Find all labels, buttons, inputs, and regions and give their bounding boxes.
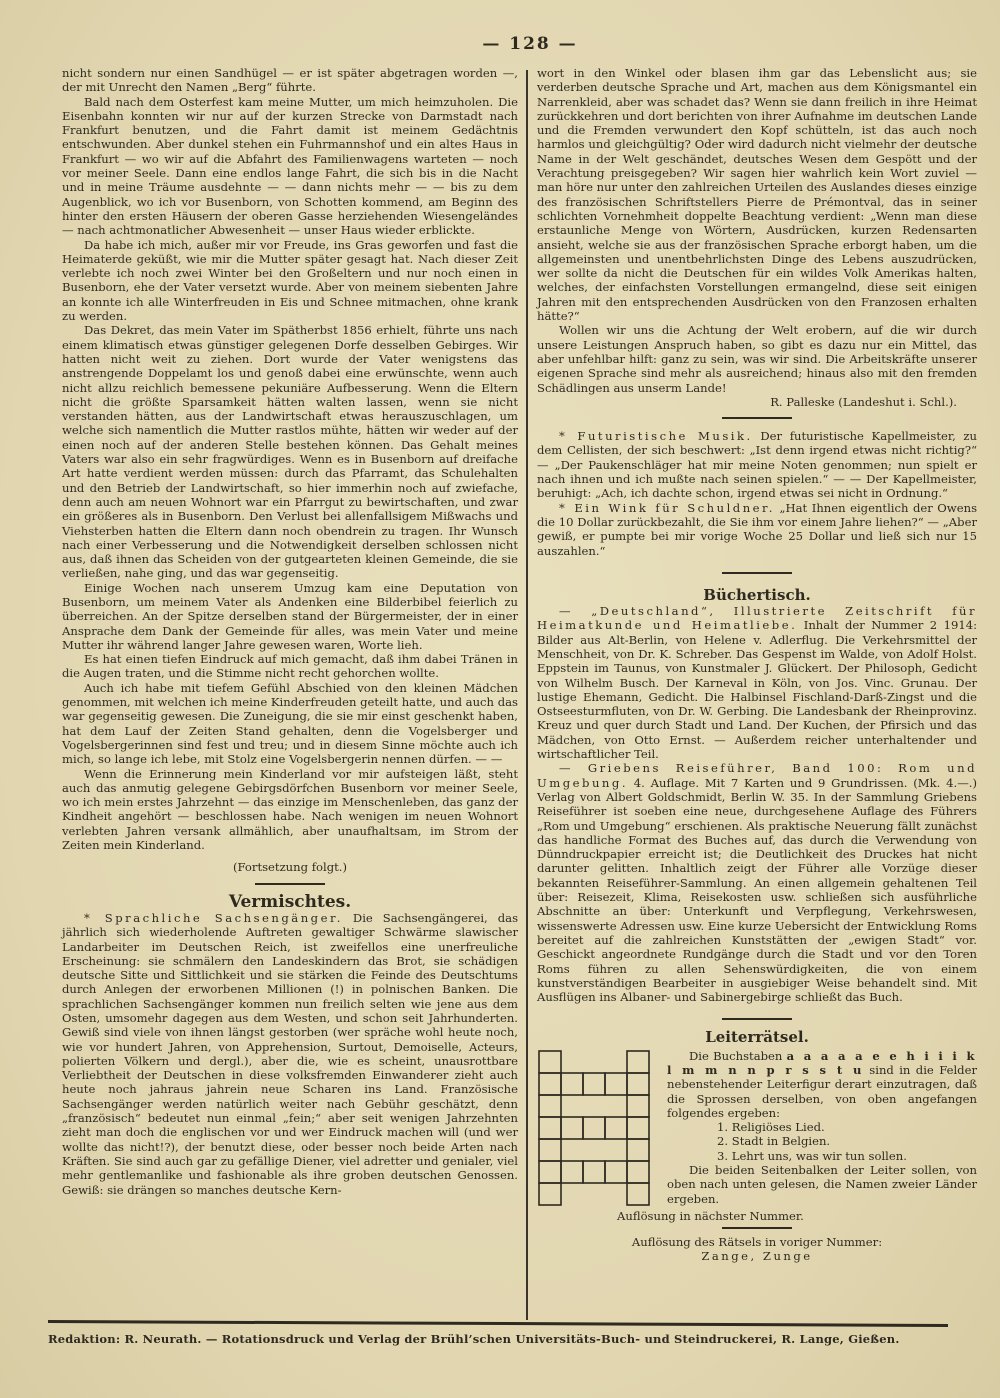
previous-solution-label: Auflösung des Rätsels in voriger Nummer: [631, 1235, 883, 1249]
ladder-cell [605, 1161, 627, 1183]
continued-note: (Fortsetzung folgt.) [232, 860, 347, 875]
ladder-cell [627, 1183, 649, 1205]
section-title-buechertisch: Büchertisch. [703, 585, 811, 604]
clue-list [667, 1120, 977, 1163]
ladder-cell [627, 1139, 649, 1161]
section-title-vermischtes: Vermischtes. [228, 891, 352, 912]
ladder-cell [627, 1161, 649, 1183]
article-paragraph: Wollen wir uns die Achtung der Welt erobern, auf die wir durch unsere Leistungen Anspruch haben, so gibt es dazu nur ein Mittel, das aber unfehlbar hilft: ganz zu sein, was wir sind. Die Arbeitskräfte unserer eigenen Sprache sind mehr als ausreichend; hinaus also mit den fremden Schädlingen aus unserm Lande! [537, 323, 977, 395]
puzzle-note: Die beiden Seitenbalken der Leiter sollen, von oben nach unten gelesen, die Namen zweier Länder ergeben. [667, 1163, 977, 1206]
page-number: — 128 — [482, 34, 578, 54]
item-lead: * Ein Wink für Schuldner. [559, 500, 775, 515]
separator-rule [255, 883, 325, 885]
ladder-cell [561, 1117, 583, 1139]
miscellany-item [62, 911, 518, 1197]
story-paragraph: Wenn die Erinnerung mein Kinderland vor mir aufsteigen läßt, steht auch das anmutig gelegene Gebirgsdörfchen Busenborn vor meiner Seele, wo ich mein erstes Jahrzehnt — das einzige im Menschenleben, das ganz der Kindheit angehört — beschlossen habe. Nach wenigen im neuen Wohnort verlebten Jahren versank allmählich, aber unaufhaltsam, im Strom der Zeiten mein Kinderland. [62, 766, 518, 853]
story-paragraph: nicht sondern nur einen Sandhügel — er ist später abgetragen worden —, der mit Unrecht den Namen „Berg“ führte. [62, 66, 518, 95]
puzzle-intro [667, 1049, 977, 1120]
ladder-cell [583, 1117, 605, 1139]
puzzle-title: Leiterrätsel. [705, 1028, 809, 1047]
ladder-cell [539, 1139, 561, 1161]
ladder-cell [539, 1051, 561, 1073]
clue: 2. Stadt in Belgien. [717, 1134, 831, 1149]
book-body: Inhalt der Nummer 2 1914: Bilder aus Alt-Berlin, von Helene v. Adlerflug. Die Verkehrsmittel der Menschheit, von Dr. K. Schreber. Das Gespenst im Walde, von Adolf Holst. Eppstein im Taunus, von Kunstmaler J. Glückert. Der Philosoph, Gedicht von Wilhelm Busch. Der Karneval in Köln, von Jos. Vinc. Grunau. Der lustige Ehemann, Gedicht. Die Halbinsel Fischland-Darß-Zingst und die Ostseesturmfluten, von Dr. W. Gerbing. Die Landesbank der Rheinprovinz. Kreuz und quer durch Stadt und Land. Der Kuchen, der Pfirsich und das Mädchen, von Otto Ernst. — Außerdem reicher unterhaltender und wirtschaftlicher Teil. [537, 618, 977, 762]
ladder-cell [583, 1073, 605, 1095]
ladder-cell [539, 1117, 561, 1139]
miscellany-item [537, 501, 977, 558]
ladder-cell [627, 1051, 649, 1073]
book-body: 4. Auflage. Mit 7 Karten und 9 Grundrissen. (Mk. 4.—.) Verlag von Albert Goldschmidt, Berlin W. 35. In der Sammlung Griebens Reiseführer ist soeben eine neue, durchgesehene Auflage des Führers „Rom und Umgebung“ erschienen. Als praktische Neuerung fällt zunächst das handliche Format des Buches auf, das durch die Verwendung von Dünndruckpapier erreicht ist; die Deutlichkeit des Druckes hat nicht darunter gelitten. Inhaltlich zeigt der Führer alle Vorzüge dieser bekannten Reiseführer-Sammlung. An einen allgemein gehaltenen Teil über: Reisezeit, Klima, Reisekosten usw. schließen sich ausführliche Abschnitte an über: Unterkunft und Verpflegung, Verkehrswesen, wissenswerte Adressen usw. Eine kurze Uebersicht der Entwicklung Roms bereitet auf die zahlreichen Kunststätten der „ewigen Stadt“ vor. Geschickt angeordnete Rundgänge durch die Stadt und vor den Toren Roms führen zu allen Sehenswürdigkeiten, die von einem kunstverständigen Bearbeiter in ausgiebiger Weise behandelt sind. Mit Ausflügen ins Albaner- und Sabinergebirge schließt das Buch. [537, 775, 978, 1005]
ladder-cell [539, 1183, 561, 1205]
ladder-grid [537, 1049, 655, 1209]
book-title: — „Deutschland“, Illustrierte Zeitschrift für Heimatkunde und Heimatliebe. [537, 604, 977, 633]
column-divider [526, 70, 528, 1320]
ladder-cell [605, 1117, 627, 1139]
miscellany-item [537, 429, 977, 500]
clue: 3. Lehrt uns, was wir tun sollen. [717, 1148, 907, 1163]
article-paragraph: wort in den Winkel oder blasen ihm gar das Lebenslicht aus; sie verderben deutsche Sprache und Art, machen aus dem Königsmantel ein Narrenkleid, aber was schadet das? Wenn sie dann freilich in ihre Heimat zurückkehren und dort berichten von ihrer Aufnahme im deutschen Lande und die Fremden verwundert den Kopf schütteln, ist das auch noch harmlos und gleichgültig? Oder wird dadurch nicht vielmehr der deutsche Name in der Welt geschändet, deutsches Wesen dem Gespött und der Verachtung preisgegeben? Wir sagen hier wahrlich kein Wort zuviel — man höre nur unter den zahlreichen Urteilen des Auslandes dieses einzige des französischen Schriftstellers Pierre de Prémontval, das in seiner schlichten Vornehmheit doppelte Beachtung verdient: „Wenn man diese erstaunliche Menge von Wörtern, Ausdrücken, kurzen Redensarten ansieht, welche sie aus der französischen Sprache erborgt haben, um die allgemeinsten und unentbehrlichsten Dinge des Lebens auszudrücken, wer sollte da nicht die Deutschen für ein wildes Volk Amerikas halten, welches, der einfachsten Vorstellungen ermangelnd, diese seit einigen Jahren mit den entsprechenden Ausdrücken von den Franzosen erhalten hätte?“ [537, 66, 977, 324]
separator-rule [722, 1227, 792, 1229]
separator-rule [722, 572, 792, 574]
intro-text: sind in die Felder nebenstehender Leiterfigur derart einzutragen, daß die Sprossen derselben, von oben angefangen folgendes ergeben: [667, 1063, 977, 1120]
puzzle-letters: a a a a a e e h i i i k l m m n n p r s s t u [667, 1048, 977, 1077]
ladder-cell [627, 1117, 649, 1139]
book-review [537, 761, 977, 1004]
separator-rule [722, 417, 792, 419]
ladder-cell [627, 1073, 649, 1095]
ladder-cell [539, 1095, 561, 1117]
ladder-cell [605, 1073, 627, 1095]
clue: 1. Religiöses Lied. [717, 1120, 825, 1135]
serial-story [62, 66, 518, 852]
left-column [62, 66, 518, 1197]
ladder-cell [627, 1095, 649, 1117]
story-paragraph: Auch ich habe mit tiefem Gefühl Abschied von den kleinen Mädchen genommen, mit welchen ich meine Kinderfreuden geteilt hatte, und auch das war gegenseitig gewesen. Die Zuneigung, die sie mir einst geschenkt haben, hat dem Lauf der Zeiten Stand gehalten, denn die Vogelsberger und Vogelsbergerinnen sind fest und treu; und in diesem Sinne möchte auch ich mich, so lange ich lebe, mit Stolz eine Vogelsbergerin nennen dürfen. — — [62, 680, 518, 767]
imprint-footer: Redaktion: R. Neurath. — Rotationsdruck und Verlag der Brühl’schen Universitäts-Buch- und Steindruckerei, R. Lange, Gießen. [48, 1332, 900, 1346]
puzzle-text [667, 1049, 977, 1209]
story-paragraph: Da habe ich mich, außer mir vor Freude, ins Gras geworfen und fast die Heimaterde geküßt, wie mir die Mutter später gesagt hat. Nach dieser Zeit verlebte ich noch zwei Winter bei den Großeltern und nur noch einen in Busenborn, ehe der Vater versetzt wurde. Aber von meinem siebenten Jahre an konnte ich alle Winterfreuden in Eis und Schnee mitmachen, ohne krank zu werden. [62, 237, 518, 324]
story-paragraph: Bald nach dem Osterfest kam meine Mutter, um mich heimzuholen. Die Eisenbahn konnten wir nur auf der kurzen Strecke von Darmstadt nach Frankfurt benutzen, und die Fahrt damit ist meinem Gedächtnis entschwunden. Aber dunkel stehen ein Fuhrmannshof und ein altes Haus in Frankfurt — wo wir auf die Abfahrt des Familienwagens warteten — noch vor meiner Seele. Dann eine endlos lange Fahrt, die sich bis in die Nacht und in meine Träume ausdehnte — — dann nichts mehr — — bis zu dem Augenblick, wo ich vor Busenborn, von Schotten kommend, am Beginn des hinter den ersten Häusern der oberen Gasse herziehenden Wiesengeländes — nach achtmonatlicher Abwesenheit — unser Haus wieder erblickte. [62, 94, 518, 238]
item-body: Der futuristische Kapellmeister, zu dem Cellisten, der sich beschwert: „Ist denn irgend etwas nicht richtig?“ — „Der Paukenschläger hat mir meine Noten genommen; nun spielt er nach ihnen und ich mußte nach seinen spielen.“ — — Der Kapellmeister, beruhigt: „Ach, ich dachte schon, irgend etwas sei nicht in Ordnung.“ [537, 429, 978, 501]
separator-rule [722, 1018, 792, 1020]
previous-solution-answer: Zange, Zunge [701, 1249, 813, 1264]
ladder-cell [561, 1161, 583, 1183]
story-paragraph: Es hat einen tiefen Eindruck auf mich gemacht, daß ihm dabei Tränen in die Augen traten, und die Stimme nicht recht gehorchen wollte. [62, 652, 518, 681]
ladder-cell [539, 1161, 561, 1183]
right-column [537, 66, 977, 1264]
intro-text: Die Buchstaben [689, 1048, 783, 1063]
book-review [537, 604, 977, 761]
ladder-cell [561, 1073, 583, 1095]
ladder-puzzle [537, 1049, 977, 1209]
solution-next-note: Auflösung in nächster Nummer. [617, 1208, 804, 1223]
story-paragraph: Einige Wochen nach unserem Umzug kam eine Deputation von Busenborn, um meinem Vater als Andenken eine Bilderbibel feierlich zu überreichen. An der Spitze derselben stand der Bürgermeister, der in einer Ansprache dem Dank der Gemeinde für alles, was mein Vater und meine Mutter ihr während langer Jahre gewesen waren, Worte lieh. [62, 580, 518, 652]
ladder-cell [583, 1161, 605, 1183]
item-lead: * Sprachliche Sachsengänger. [84, 910, 343, 925]
story-paragraph: Das Dekret, das mein Vater im Spätherbst 1856 erhielt, führte uns nach einem klimatisch etwas günstiger gelegenen Dorfe desselben Gebirges. Wir hatten nicht weit zu ziehen. Dort wurde der Vater wenigstens das anstrengende Doppelamt los und genoß dabei eine erwünschte, wenn auch nicht allzu reichlich bemessene pekuniäre Aufbesserung. Wenn die Eltern nicht die größte Sparsamkeit hätten walten lassen, wenn sie nicht verstanden hätten, aus der Landwirtschaft etwas herauszuschlagen, um welche sich namentlich die Mutter rastlos mühte, hätten wir weder auf der einen noch auf der anderen Stelle bestehen können. Das Gehalt meines Vaters war also ein sehr fragwürdiges. Wenn es in Busenborn auf dreifache Art hatte verdient werden müssen: durch das Pfarramt, das Schulehalten und den Betrieb der Landwirtschaft, so hier immerhin noch auf zwiefache, denn auch am neuen Wohnort war ein Pfarrgut zu bewirtschaften, und zwar ein größeres als in Busenborn. Den Verlust bei allenfallsigem Mißwachs und Viehsterben hatten die Eltern dann noch obendrein zu tragen. Ihr Wunsch nach einer Verbesserung und die Notwendigkeit derselben schlossen nicht aus, daß ihnen das Scheiden von der gutgearteten kleinen Gemeinde, die sie verließen, nahe ging, und das war gegenseitig. [62, 323, 518, 581]
book-title: — Griebens Reiseführer, Band 100: Rom und Umgebung. [537, 761, 977, 790]
item-body: Die Sachsengängerei, das jährlich sich wiederholende Auftreten gewaltiger Schwärme slawischer Landarbeiter im Deutschen Reich, ist zweifellos eine unerfreuliche Erscheinung: sie schmälern den Landeskindern das Brot, sie schädigen deutsche Sitte und Sittlichkeit und sie stärken die Feinde des Deutschtums durch Anlegen der erworbenen Millionen (!) in polnischen Banken. Die sprachlichen Sachsengänger kommen nun freilich selten wie jene aus dem Osten, umsomehr dagegen aus dem Westen, und schon seit Jahrhunderten. Gewiß sind viele von ihnen längst gestorben (wer spräche wohl heute noch, wie vor hundert Jahren, von Apprehension, Surtout, Demoiselle, Acteurs, polierten Völkern und dergl.), aber die, wie es scheint, unausrottbare Verliebtheit der Deutschen in diese volksfremden Einwanderer zieht auch heute noch jahraus jahrein neue Scharen ins Land. Französische Sachsengänger werden natürlich weiter nach Gebühr geschätzt, denn „französisch“ bedeutet nun einmal „fein;“ aber seit wenigen Jahrzehnten zieht man doch die englischen vor und wer Eindruck machen will (und wer wollte das nicht!?), der benutzt diese, oder besser noch beide Arten nach Kräften. Sie sind auch gar zu gefällige Diener, viel adretter und genialer, viel mehr gentlemanlike und fashionable als ihre groben deutschen Genossen. Gewiß: sie drängen so manches deutsche Kern- [62, 910, 519, 1197]
ladder-cell [539, 1073, 561, 1095]
item-body: „Hat Ihnen eigentlich der Owens die 10 Dollar zurückbezahlt, die Sie ihm vor einem Jahre liehen?“ — „Aber gewiß, er pumpte bei mir vorige Woche 25 Dollar und ließ sich nur 15 auszahlen.“ [537, 500, 978, 558]
item-lead: * Futuristische Musik. [559, 429, 753, 444]
author-signature: R. Palleske (Landeshut i. Schl.). [770, 394, 957, 409]
